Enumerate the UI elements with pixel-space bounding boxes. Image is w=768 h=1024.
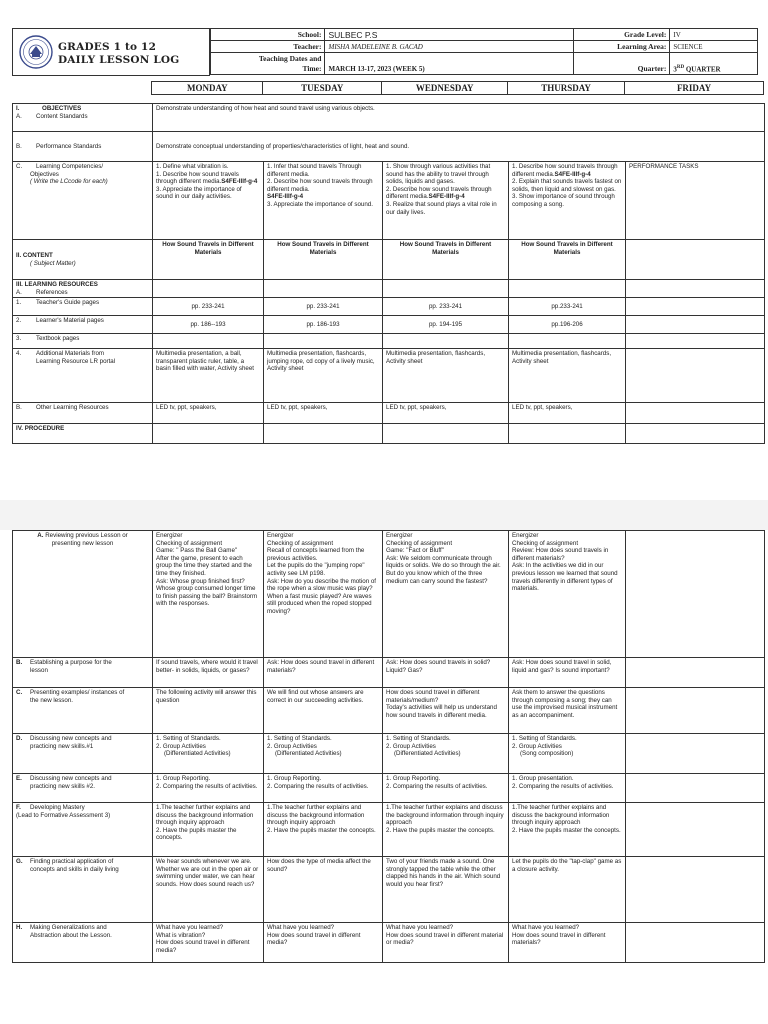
dates-label-line2: Time: [302, 63, 322, 73]
content-tuesday: How Sound Travels in Different Materials [264, 240, 383, 280]
content-standards-label: A. Content Standards [16, 112, 88, 120]
competencies-tuesday: 1. Infer that sound travels Through different media. 2. Describe how sound travels through different media. S4FE-IIIf-g-4 3. Appreciate the importance of sound. [264, 162, 383, 240]
lm-thursday: pp.196-206 [509, 316, 626, 334]
teacher-value: MISHA MADELEINE B. GACAD [325, 41, 573, 53]
proc-tuesday [264, 424, 383, 444]
performance-standards-value: Demonstrate conceptual understanding of properties/characteristics of light, heat and sound. [153, 132, 765, 162]
lm-wednesday: pp. 194-195 [383, 316, 509, 334]
resources-wednesday [383, 280, 509, 298]
row-procedure [13, 424, 765, 444]
content-wednesday: How Sound Travels in Different Materials [383, 240, 509, 280]
dates-value: MARCH 13-17, 2023 (WEEK 5) [325, 53, 573, 75]
logo-title-line1: GRADES 1 to 12 [58, 41, 157, 53]
performance-standards-label: B. Performance Standards [13, 132, 153, 162]
content-standards-value: Demonstrate understanding of how heat and sound travel using various objects. [153, 104, 765, 132]
area-label: Learning Area: [573, 41, 670, 53]
row-competencies [13, 162, 765, 240]
row-proc-h [13, 923, 765, 963]
proc-f-thursday: 1.The teacher further explains and discuss the background information through inquiry approach 2. Have the pupils master the concepts. [509, 803, 626, 857]
competencies-label: C. Learning Competencies/ Objectives ( Write the LCcode for each) [13, 162, 153, 240]
objectives-title: I. OBJECTIVES [16, 105, 82, 112]
add-wednesday: Multimedia presentation, flashcards, Activity sheet [383, 349, 509, 403]
day-tuesday: TUESDAY [263, 82, 382, 95]
tb-tuesday [264, 334, 383, 349]
tg-thursday: pp.233-241 [509, 298, 626, 316]
additional-materials-label: 4. Additional Materials from Learning Resource LR portal [13, 349, 153, 403]
tb-thursday [509, 334, 626, 349]
quarter-label: Quarter: [573, 53, 670, 75]
proc-g-tuesday: How does the type of media affect the sound? [264, 857, 383, 923]
proc-d-friday [626, 734, 765, 774]
proc-a-friday [626, 531, 765, 658]
proc-b-monday: If sound travels, where would it travel better- in solids, liquids, or gases? [153, 658, 264, 688]
row-additional-materials [13, 349, 765, 403]
proc-g-thursday: Let the pupils do the "tap-clap" game as a closure activity. [509, 857, 626, 923]
tg-wednesday: pp. 233-241 [383, 298, 509, 316]
add-monday: Multimedia presentation, a ball, transparent plastic ruler, table, a basin filled with water, Activity sheet [153, 349, 264, 403]
proc-g-label: G. Finding practical application of concepts and skills in daily living [13, 857, 153, 923]
logo-box [12, 28, 210, 76]
competencies-monday: 1. Define what vibration is. 1. Describe how sound travels through different media.S4FE-IIIf-g-4 3. Appreciate the importance of sound in our daily activities. [153, 162, 264, 240]
competencies-friday: PERFORMANCE TASKS [626, 162, 765, 240]
tb-wednesday [383, 334, 509, 349]
other-friday [626, 403, 765, 424]
day-friday: FRIDAY [625, 82, 764, 95]
row-other-resources [13, 403, 765, 424]
content-friday [626, 240, 765, 280]
proc-c-thursday: Ask them to answer the questions through composing a song; they can use the improvised musical instrument as an accompaniment. [509, 688, 626, 734]
teacher-label: Teacher: [211, 41, 325, 53]
tg-monday: pp. 233-241 [153, 298, 264, 316]
proc-h-monday: What have you learned? What is vibration? How does sound travel in different media? [153, 923, 264, 963]
proc-a-tuesday: Energizer Checking of assignment Recall of concepts learned from the previous activities. Let the pupils do the "jumping rope" activity see LM p198. Ask: How do you describe the motion of the rope when a slow music was play? When a fast music played? Are waves still produced when the roped stopped moving? [264, 531, 383, 658]
proc-g-friday [626, 857, 765, 923]
content-label: II. CONTENT ( Subject Matter) [13, 240, 153, 280]
proc-c-label: C. Presenting examples/ instances of the new lesson. [13, 688, 153, 734]
tg-friday [626, 298, 765, 316]
add-thursday: Multimedia presentation, flashcards, Activity sheet [509, 349, 626, 403]
proc-c-tuesday: We will find out whose answers are correct in our succeeding activities. [264, 688, 383, 734]
procedure-label: IV. PROCEDURE [13, 424, 153, 444]
proc-f-friday [626, 803, 765, 857]
proc-f-tuesday: 1.The teacher further explains and discuss the background information through inquiry approach 2. Have the pupils master the concepts. [264, 803, 383, 857]
row-teachers-guide [13, 298, 765, 316]
days-header-spacer [12, 82, 152, 95]
proc-a-monday: Energizer Checking of assignment Game: " Pass the Ball Game" After the game, present to each group the time they started and the time they finished. Ask: Whose group finished first? Whose group consumed longer time to finish passing the ball? Brainstorm with the responses. [153, 531, 264, 658]
quarter-suffix: RD [676, 64, 685, 70]
day-thursday: THURSDAY [508, 82, 625, 95]
proc-d-tuesday: 1. Setting of Standards. 2. Group Activities (Differentiated Activities) [264, 734, 383, 774]
days-header [12, 81, 764, 95]
logo-title-line2: DAILY LESSON LOG [58, 54, 180, 66]
row-learning-resources [13, 280, 765, 298]
content-thursday: How Sound Travels in Different Materials [509, 240, 626, 280]
lesson-table-part1 [12, 103, 765, 444]
proc-e-thursday: 1. Group presentation. 2. Comparing the results of activities. [509, 774, 626, 803]
proc-g-wednesday: Two of your friends made a sound. One strongly tapped the table while the other clapped his hands in the air. Which sound would you hear first? [383, 857, 509, 923]
proc-c-monday: The following activity will answer this question [153, 688, 264, 734]
proc-h-friday [626, 923, 765, 963]
proc-b-thursday: Ask: How does sound travel in solid, liquid and gas? Is sound important? [509, 658, 626, 688]
proc-b-wednesday: Ask: How does sound travels in solid? Liquid? Gas? [383, 658, 509, 688]
competencies-thursday: 1. Describe how sound travels through different media.S4FE-IIIf-g-4 2. Explain that sounds travels fastest on solids, then liquid and slowest on gas. 3. Show importance of sound through composing a song. [509, 162, 626, 240]
proc-e-wednesday: 1. Group Reporting. 2. Comparing the results of activities. [383, 774, 509, 803]
grade-value: IV [670, 29, 758, 41]
other-tuesday: LED tv, ppt, speakers, [264, 403, 383, 424]
row-proc-a [13, 531, 765, 658]
teachers-guide-label: 1. Teacher's Guide pages [13, 298, 153, 316]
row-textbook [13, 334, 765, 349]
other-monday: LED tv, ppt, speakers, [153, 403, 264, 424]
row-learners-material [13, 316, 765, 334]
page-1 [0, 0, 768, 500]
header-info-table [210, 28, 758, 75]
resources-thursday [509, 280, 626, 298]
day-wednesday: WEDNESDAY [382, 82, 508, 95]
quarter-word: QUARTER [684, 65, 721, 73]
resources-friday [626, 280, 765, 298]
objectives-label-cell [13, 104, 153, 132]
row-proc-d [13, 734, 765, 774]
area-value: SCIENCE [670, 41, 758, 53]
proc-e-friday [626, 774, 765, 803]
proc-a-wednesday: Energizer Checking of assignment Game: "Fact or Bluff" Ask: We seldom communicate through liquids or solids. We do so through the air. But do you know which of the three medium can carry sound the fastest? [383, 531, 509, 658]
proc-friday [626, 424, 765, 444]
quarter-value [670, 53, 758, 75]
quarter-number: 3 [673, 65, 677, 73]
row-proc-f [13, 803, 765, 857]
textbook-label: 3. Textbook pages [13, 334, 153, 349]
lesson-table-part2 [12, 530, 765, 963]
row-content [13, 240, 765, 280]
proc-e-monday: 1. Group Reporting. 2. Comparing the results of activities. [153, 774, 264, 803]
grade-label: Grade Level: [573, 29, 670, 41]
learners-material-label: 2. Learner's Material pages [13, 316, 153, 334]
proc-e-tuesday: 1. Group Reporting. 2. Comparing the results of activities. [264, 774, 383, 803]
lm-friday [626, 316, 765, 334]
other-thursday: LED tv, ppt, speakers, [509, 403, 626, 424]
proc-b-label: B. Establishing a purpose for the lesson [13, 658, 153, 688]
tb-monday [153, 334, 264, 349]
row-proc-b [13, 658, 765, 688]
day-monday: MONDAY [152, 82, 263, 95]
lm-tuesday: pp. 186-193 [264, 316, 383, 334]
proc-a-thursday: Energizer Checking of assignment Review: How does sound travels in different materials? Ask: In the activities we did in our previous lesson we learned that sound travels differently in different types of materials. [509, 531, 626, 658]
proc-a-label: A. Reviewing previous Lesson or presenting new lesson [13, 531, 153, 658]
proc-h-label: H. Making Generalizations and Abstraction about the Lesson. [13, 923, 153, 963]
proc-f-monday: 1.The teacher further explains and discuss the background information through inquiry approach 2. Have the pupils master the concepts. [153, 803, 264, 857]
proc-b-friday [626, 658, 765, 688]
proc-h-tuesday: What have you learned? How does sound travel in different media? [264, 923, 383, 963]
resources-monday [153, 280, 264, 298]
tg-tuesday: pp. 233-241 [264, 298, 383, 316]
proc-wednesday [383, 424, 509, 444]
proc-monday [153, 424, 264, 444]
resources-tuesday [264, 280, 383, 298]
lm-monday: pp. 186--193 [153, 316, 264, 334]
proc-h-wednesday: What have you learned? How does sound travel in different material or media? [383, 923, 509, 963]
proc-d-thursday: 1. Setting of Standards. 2. Group Activities (Song composition) [509, 734, 626, 774]
school-label: School: [211, 29, 325, 41]
proc-e-label: E. Discussing new concepts and practicing new skills #2. [13, 774, 153, 803]
dates-label [211, 53, 325, 75]
proc-d-monday: 1. Setting of Standards. 2. Group Activities (Differentiated Activities) [153, 734, 264, 774]
resources-label: III. LEARNING RESOURCES A. References [13, 280, 153, 298]
proc-c-wednesday: How does sound travel in different materials/medium? Today's activities will help us understand how sound travels in different media. [383, 688, 509, 734]
other-resources-label: B. Other Learning Resources [13, 403, 153, 424]
add-friday [626, 349, 765, 403]
deped-seal-icon [19, 35, 53, 69]
page-gap [0, 500, 768, 530]
proc-d-label: D. Discussing new concepts and practicing new skills.#1 [13, 734, 153, 774]
content-monday: How Sound Travels in Different Materials [153, 240, 264, 280]
other-wednesday: LED tv, ppt, speakers, [383, 403, 509, 424]
row-performance-standards [13, 132, 765, 162]
row-content-standards [13, 104, 765, 132]
proc-f-wednesday: 1.The teacher further explains and discuss the background information through inquiry approach 2. Have the pupils master the concepts. [383, 803, 509, 857]
dates-label-line1: Teaching Dates and [258, 53, 322, 63]
tb-friday [626, 334, 765, 349]
proc-b-tuesday: Ask: How does sound travel in different materials? [264, 658, 383, 688]
proc-g-monday: We hear sounds whenever we are. Whether we are out in the open air or swimming under water, we can hear sounds. How does sound reach us? [153, 857, 264, 923]
proc-h-thursday: What have you learned? How does sound travel in different materials? [509, 923, 626, 963]
row-proc-e [13, 774, 765, 803]
dll-header [12, 28, 758, 76]
proc-thursday [509, 424, 626, 444]
school-value: SULBEC P.S [325, 29, 573, 41]
proc-c-friday [626, 688, 765, 734]
proc-f-label: F. Developing Mastery (Lead to Formative Assessment 3) [13, 803, 153, 857]
add-tuesday: Multimedia presentation, flashcards, jumping rope, cd copy of a lively music, Activity sheet [264, 349, 383, 403]
competencies-wednesday: 1. Show through various activities that sound has the ability to travel through solids, liquids and gases. 2. Describe how sound travels through different media.S4FE-IIIf-g-4 3. Realize that sound plays a vital role in our daily lives. [383, 162, 509, 240]
row-proc-g [13, 857, 765, 923]
proc-d-wednesday: 1. Setting of Standards. 2. Group Activities (Differentiated Activities) [383, 734, 509, 774]
row-proc-c [13, 688, 765, 734]
